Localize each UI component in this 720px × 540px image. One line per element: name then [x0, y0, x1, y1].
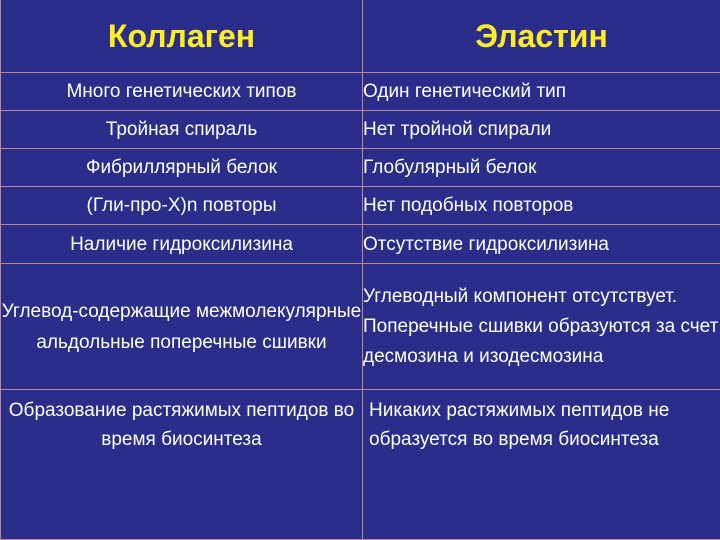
collagen-cell: Углевод-содержащие межмолекулярные альдольные поперечные сшивки [1, 264, 363, 390]
table-header-row [1, 0, 720, 73]
elastin-cell: Один генетический тип [363, 73, 720, 111]
collagen-cell: Много генетических типов [1, 73, 363, 111]
elastin-cell: Отсутствие гидроксилизина [363, 225, 720, 264]
collagen-cell: Наличие гидроксилизина [1, 225, 363, 264]
collagen-cell: Фибриллярный белок [1, 149, 363, 187]
elastin-cell: Никаких растяжимых пептидов не образуется во время биосинтеза [363, 390, 720, 540]
column-header-elastin: Эластин [363, 0, 720, 73]
table-row [1, 187, 720, 225]
collagen-cell: Образование растяжимых пептидов во время биосинтеза [1, 390, 363, 540]
collagen-cell: Тройная спираль [1, 111, 363, 149]
elastin-cell: Углеводный компонент отсутствует. Поперечные сшивки образуются за счет десмозина и изодесмозина [363, 264, 720, 390]
elastin-cell: Нет тройной спирали [363, 111, 720, 149]
table-row [1, 390, 720, 540]
elastin-cell: Нет подобных повторов [363, 187, 720, 225]
collagen-cell: (Гли-про-Х)n повторы [1, 187, 363, 225]
table-row [1, 264, 720, 390]
table-row [1, 73, 720, 111]
elastin-cell: Глобулярный белок [363, 149, 720, 187]
table-row [1, 111, 720, 149]
table-row [1, 149, 720, 187]
table-row [1, 225, 720, 264]
column-header-collagen: Коллаген [1, 0, 363, 73]
